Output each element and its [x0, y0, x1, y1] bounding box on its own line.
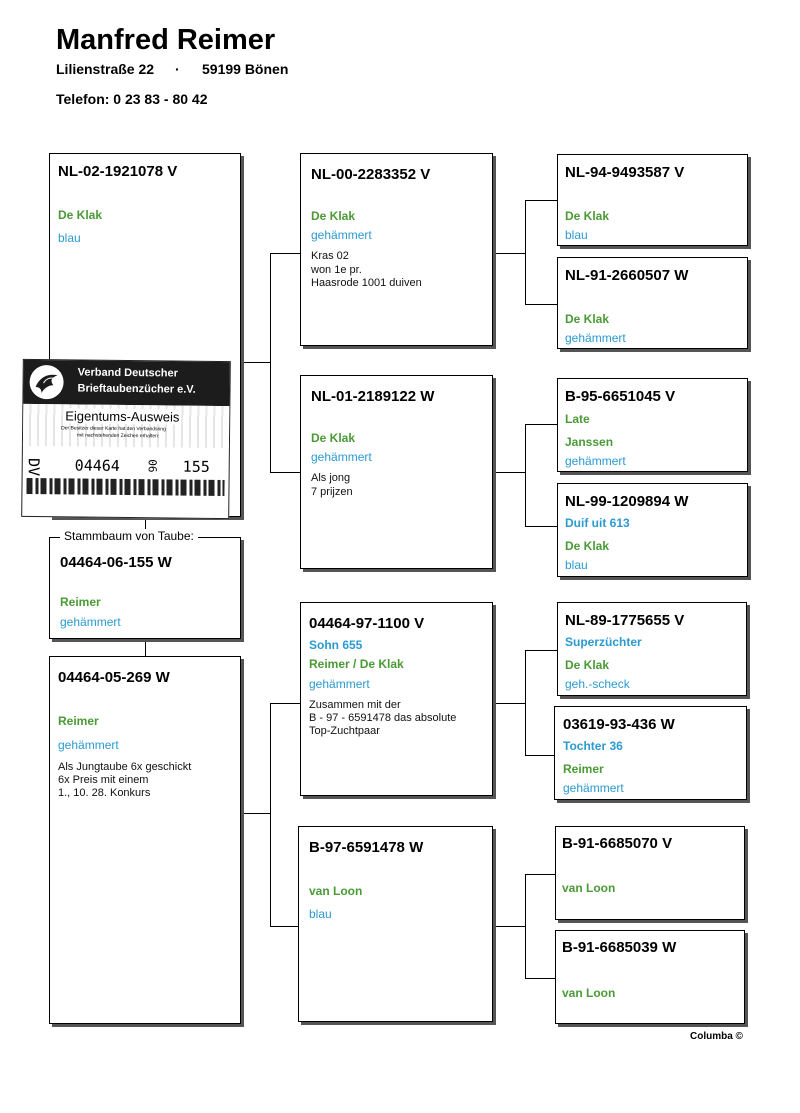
color-label: blau — [565, 558, 588, 572]
breeder-name: De Klak — [58, 208, 103, 222]
note-line: Als Jungtaube 6x geschickt — [58, 761, 192, 773]
color-label: blau — [565, 228, 588, 242]
breeder-name: De Klak — [565, 312, 610, 326]
connector — [240, 362, 271, 363]
breeder-name: van Loon — [562, 881, 616, 895]
ring-number: B-91-6685039 W — [562, 939, 677, 956]
card-header — [23, 360, 229, 406]
org-line1: Verband Deutscher — [77, 366, 179, 380]
mf-box — [300, 602, 493, 796]
fff-box — [557, 154, 748, 246]
breeder-name: Reimer — [60, 595, 101, 609]
note-line: Haasrode 1001 duiven — [311, 277, 422, 289]
breeder-name: Janssen — [565, 435, 614, 449]
ring-number: 04464-06-155 W — [60, 554, 172, 571]
connector — [145, 638, 146, 656]
breeder-name: De Klak — [311, 431, 356, 445]
connector — [492, 703, 526, 704]
card-border-pattern — [26, 478, 224, 496]
mff-box — [557, 602, 747, 696]
color-label: gehämmert — [565, 454, 626, 468]
connector — [240, 813, 271, 814]
extra-label: Superzüchter — [565, 635, 642, 649]
note-line: B - 97 - 6591478 das absolute — [309, 712, 457, 724]
color-label: gehämmert — [311, 450, 372, 464]
breeder-name: De Klak — [311, 209, 356, 223]
note-line: 6x Preis mit einem — [58, 774, 149, 786]
breeder-name: Late — [565, 412, 590, 426]
ffm-box — [557, 257, 748, 349]
connector — [270, 703, 300, 704]
breeder-name: Reimer / De Klak — [309, 657, 404, 671]
color-label: gehämmert — [565, 331, 626, 345]
breeder-name: van Loon — [562, 986, 616, 1000]
ring-number: NL-91-2660507 W — [565, 267, 689, 284]
connector — [270, 253, 271, 473]
owner-phone: Telefon: 0 23 83 - 80 42 — [56, 91, 208, 107]
ring-number: B-91-6685070 V — [562, 835, 673, 852]
connector — [525, 424, 557, 425]
owner-name: Manfred Reimer — [56, 24, 276, 56]
extra-label: Tochter 36 — [563, 739, 623, 753]
ring-number: NL-89-1775655 V — [565, 612, 685, 629]
note-line: 1., 10. 28. Konkurs — [58, 787, 151, 799]
note-line: Als jong — [311, 472, 351, 484]
connector — [270, 703, 271, 927]
card-text: Der Besitzer dieser Karte hat den Verbandsring — [61, 425, 166, 433]
footer-credit: Columba © — [690, 1031, 743, 1042]
connector — [525, 755, 557, 756]
ring-number: NL-02-1921078 V — [58, 163, 178, 180]
ring-number: NL-01-2189122 W — [311, 388, 435, 405]
ring-number: B-95-6651045 V — [565, 388, 676, 405]
connector — [525, 200, 557, 201]
card-year: 06 — [145, 459, 159, 473]
connector — [492, 472, 526, 473]
connector — [492, 253, 526, 254]
card-prefix: DV — [24, 457, 43, 477]
fm-box — [300, 375, 493, 569]
extra-label: Duif uit 613 — [565, 516, 630, 530]
color-label: gehämmert — [563, 781, 624, 795]
ring-number: NL-99-1209894 W — [565, 493, 689, 510]
connector — [270, 472, 300, 473]
breeder-name: Reimer — [58, 714, 99, 728]
ring-number: NL-00-2283352 V — [311, 166, 431, 183]
color-label: blau — [58, 231, 81, 245]
connector — [525, 424, 526, 527]
note-line: 7 prijzen — [311, 486, 353, 498]
connector — [525, 978, 557, 979]
ring-number: 03619-93-436 W — [563, 716, 675, 733]
connector — [270, 926, 300, 927]
ring-number: NL-94-9493587 V — [565, 164, 685, 181]
extra-label: Sohn 655 — [309, 638, 363, 652]
mfm-box — [554, 706, 747, 800]
org-line2: Brieftaubenzücher e.V. — [77, 382, 196, 396]
mmf-box — [555, 826, 745, 920]
color-label: geh.-scheck — [565, 677, 630, 691]
ring-number: 04464-05-269 W — [58, 669, 170, 686]
color-label: gehämmert — [60, 615, 121, 629]
card-text: mit nachstehenden Zeichen erhalten: — [77, 432, 160, 440]
fmf-box — [557, 378, 748, 472]
mother-box — [49, 656, 241, 1024]
note-line: won 1e pr. — [311, 264, 362, 276]
color-label: gehämmert — [311, 228, 372, 242]
dove-logo — [29, 365, 63, 399]
stammbaum-label: Stammbaum von Taube: — [60, 529, 198, 543]
connector — [525, 874, 557, 875]
ownership-card — [21, 359, 231, 519]
breeder-name: De Klak — [565, 209, 610, 223]
connector — [525, 526, 557, 527]
card-title: Eigentums-Ausweis — [65, 408, 180, 425]
ring-number: 04464-97-1100 V — [309, 615, 425, 632]
connector — [270, 253, 300, 254]
connector — [525, 874, 526, 979]
ff-box — [300, 153, 493, 346]
subject-box — [49, 537, 241, 639]
mm-box — [298, 826, 493, 1022]
color-label: blau — [309, 907, 332, 921]
card-number: 04464 — [74, 456, 120, 475]
breeder-name: De Klak — [565, 658, 610, 672]
connector — [525, 200, 526, 305]
connector — [525, 650, 526, 756]
breeder-name: Reimer — [563, 762, 604, 776]
owner-street: Lilienstraße 22 — [56, 61, 155, 77]
note-line: Top-Zuchtpaar — [309, 725, 380, 737]
note-line: Kras 02 — [311, 250, 349, 262]
address-separator: · — [175, 61, 180, 77]
breeder-name: van Loon — [309, 884, 363, 898]
connector — [525, 650, 557, 651]
connector — [492, 926, 526, 927]
owner-city: 59199 Bönen — [202, 61, 289, 77]
card-serial: 155 — [182, 457, 210, 476]
note-line: Zusammen mit der — [309, 699, 401, 711]
ring-number: B-97-6591478 W — [309, 839, 424, 856]
breeder-name: De Klak — [565, 539, 610, 553]
color-label: gehämmert — [309, 677, 370, 691]
mmm-box — [555, 930, 745, 1024]
color-label: gehämmert — [58, 738, 119, 752]
fmm-box — [557, 483, 748, 577]
connector — [525, 304, 557, 305]
